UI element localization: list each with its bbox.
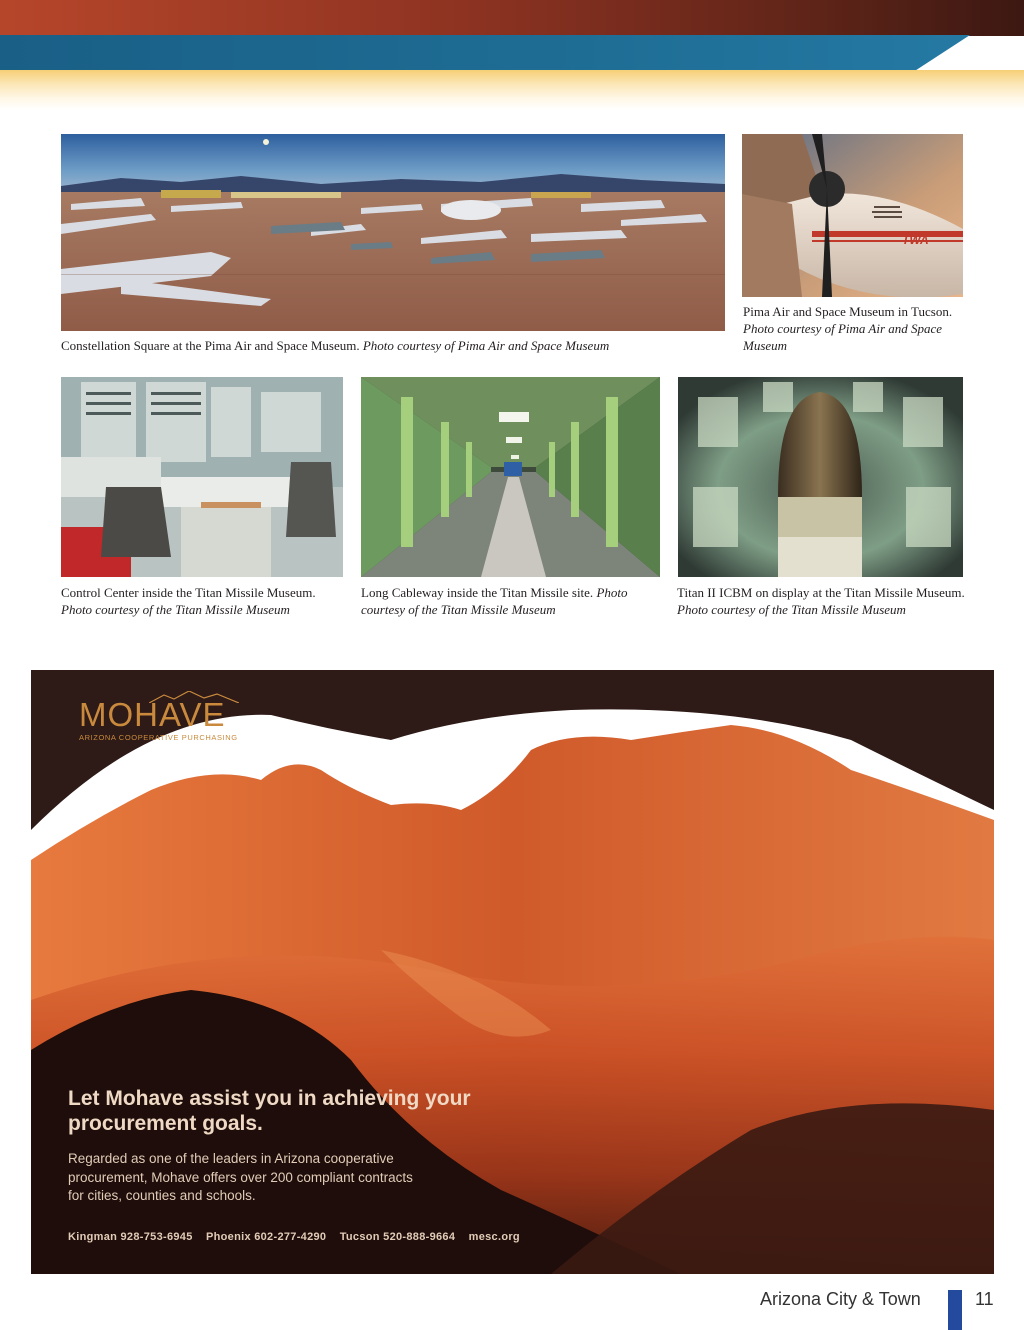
twa-livery-text: TWA [902, 233, 929, 247]
photo-constellation-square [61, 134, 725, 331]
caption-constellation-square [61, 337, 725, 354]
caption-text: Control Center inside the Titan Missile Museum. [61, 585, 316, 600]
caption-credit: Photo courtesy of the Titan Missile Museum [361, 585, 628, 617]
mohave-logo [79, 698, 249, 742]
caption-titan-icbm [677, 584, 967, 618]
contact-website[interactable]: mesc.org [468, 1231, 520, 1243]
caption-text: Long Cableway inside the Titan Missile site. [361, 585, 594, 600]
caption-control-center [61, 584, 345, 618]
caption-credit: Photo courtesy of Pima Air and Space Museum [362, 338, 610, 353]
photo-titan-icbm [678, 377, 963, 577]
contact-kingman: Kingman 928-753-6945 [68, 1231, 193, 1243]
ad-contact-line [68, 1231, 530, 1243]
photo-pima-airplane-nose [742, 134, 963, 297]
header-banner-fade [0, 70, 1024, 110]
caption-credit: Photo courtesy of the Titan Missile Museum [677, 602, 906, 617]
ad-body-text: Regarded as one of the leaders in Arizona cooperative procurement, Mohave offers over 200 compliant contracts for cities, counties and schools. [68, 1151, 413, 1203]
mountain-peaks-icon [149, 691, 239, 703]
caption-credit: Photo courtesy of Pima Air and Space Museum [743, 321, 943, 353]
contact-tucson: Tucson 520-888-9664 [339, 1231, 456, 1243]
footer-accent-bar [948, 1290, 962, 1330]
logo-wordmark: MOHAVE [79, 696, 226, 733]
ad-headline: Let Mohave assist you in achieving your procurement goals. [68, 1087, 471, 1135]
header-banner-blue [0, 35, 970, 71]
header-banner-dark [0, 0, 1024, 36]
photo-control-center [61, 377, 343, 577]
logo-tagline: ARIZONA COOPERATIVE PURCHASING [79, 733, 238, 742]
caption-text: Titan II ICBM on display at the Titan Missile Museum. [677, 585, 965, 600]
caption-credit: Photo courtesy of the Titan Missile Museum [61, 602, 290, 617]
photo-long-cableway [361, 377, 660, 577]
contact-phoenix: Phoenix 602-277-4290 [205, 1231, 327, 1243]
caption-text: Constellation Square at the Pima Air and Space Museum. [61, 338, 360, 353]
caption-long-cableway [361, 584, 661, 618]
page-number: 11 [975, 1289, 994, 1309]
footer-publication-title: Arizona City & Town [760, 1289, 921, 1309]
mohave-advertisement [31, 670, 994, 1274]
caption-pima-airplane [743, 303, 965, 354]
caption-text: Pima Air and Space Museum in Tucson. [743, 304, 953, 319]
